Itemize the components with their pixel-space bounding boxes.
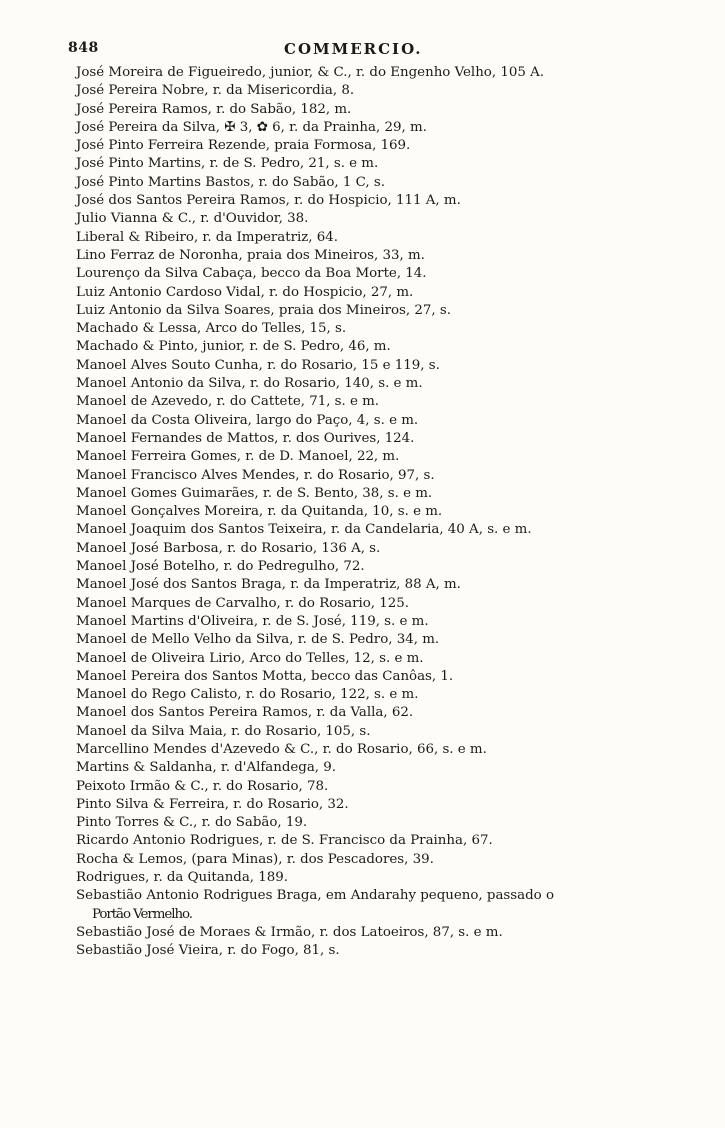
directory-entry: Rocha & Lemos, (para Minas), r. dos Pescadores, 39. (76, 851, 434, 867)
directory-entry: Sebastião José Vieira, r. do Fogo, 81, s. (76, 943, 340, 959)
directory-entry: Manoel da Costa Oliveira, largo do Paço, 4, s. e m. (76, 412, 419, 428)
directory-entry: José Pereira da Silva, ✠ 3, ✿ 6, r. da Prainha, 29, m. (76, 119, 427, 135)
directory-entry: José Pereira Ramos, r. do Sabão, 182, m. (76, 101, 352, 117)
directory-entry: Manoel Fernandes de Mattos, r. dos Ourives, 124. (76, 430, 415, 446)
directory-entry: Manoel Ferreira Gomes, r. de D. Manoel, 22, m. (76, 449, 400, 465)
directory-entry: José Pinto Martins, r. de S. Pedro, 21, s. e m. (76, 156, 379, 172)
directory-entry: Pinto Silva & Ferreira, r. do Rosario, 32. (76, 796, 349, 812)
directory-entry: Luiz Antonio Cardoso Vidal, r. do Hospicio, 27, m. (76, 284, 414, 300)
page-header (68, 40, 646, 62)
directory-entry: Rodrigues, r. da Quitanda, 189. (76, 870, 288, 886)
directory-entry: José Moreira de Figueiredo, junior, & C., r. do Engenho Velho, 105 A. (76, 65, 544, 80)
directory-entry: Manoel Alves Souto Cunha, r. do Rosario, 15 e 119, s. (76, 357, 440, 373)
directory-entry: Manoel Francisco Alves Mendes, r. do Rosario, 97, s. (76, 467, 435, 483)
directory-entry: José Pereira Nobre, r. da Misericordia, 8. (76, 83, 355, 99)
directory-entry: Manoel Gonçalves Moreira, r. da Quitanda, 10, s. e m. (76, 504, 443, 520)
directory-entry: José Pinto Ferreira Rezende, praia Formosa, 169. (76, 138, 411, 154)
directory-entry: Machado & Lessa, Arco do Telles, 15, s. (76, 321, 347, 337)
directory-entry: Manoel Joaquim dos Santos Teixeira, r. da Candelaria, 40 A, s. e m. (76, 522, 532, 538)
directory-entry: Manoel José Barbosa, r. do Rosario, 136 A, s. (76, 540, 381, 556)
directory-entry: Luiz Antonio da Silva Soares, praia dos Mineiros, 27, s. (76, 302, 451, 318)
directory-entry-continuation: Portão Vermelho. (92, 906, 192, 922)
directory-entry: Manoel Martins d'Oliveira, r. de S. José, 119, s. e m. (76, 613, 429, 629)
directory-entry: Manoel de Mello Velho da Silva, r. de S. Pedro, 34, m. (76, 632, 440, 648)
directory-page (68, 40, 646, 961)
directory-entry: Martins & Saldanha, r. d'Alfandega, 9. (76, 760, 336, 776)
directory-entry: Manoel de Azevedo, r. do Cattete, 71, s. e m. (76, 394, 380, 410)
directory-entry: Machado & Pinto, junior, r. de S. Pedro, 46, m. (76, 339, 391, 355)
directory-entry: Manoel Antonio da Silva, r. do Rosario, 140, s. e m. (76, 376, 423, 392)
directory-entries (76, 64, 646, 961)
directory-entry: Lourenço da Silva Cabaça, becco da Boa Morte, 14. (76, 266, 427, 282)
directory-entry: Manoel de Oliveira Lirio, Arco do Telles, 12, s. e m. (76, 650, 424, 666)
directory-entry: Sebastião Antonio Rodrigues Braga, em Andarahy pequeno, passado o (76, 888, 555, 904)
directory-entry: Ricardo Antonio Rodrigues, r. de S. Francisco da Prainha, 67. (76, 833, 493, 849)
directory-entry: Julio Vianna & C., r. d'Ouvidor, 38. (76, 211, 309, 227)
directory-entry: Manoel José Botelho, r. do Pedregulho, 72. (76, 559, 365, 575)
directory-entry: José dos Santos Pereira Ramos, r. do Hospicio, 111 A, m. (76, 193, 461, 209)
directory-entry: Sebastião José de Moraes & Irmão, r. dos Latoeiros, 87, s. e m. (76, 924, 503, 940)
directory-entry: Peixoto Irmão & C., r. do Rosario, 78. (76, 778, 329, 794)
directory-entry: Manoel José dos Santos Braga, r. da Imperatriz, 88 A, m. (76, 577, 461, 593)
directory-entry: Manoel Marques de Carvalho, r. do Rosario, 125. (76, 595, 410, 611)
directory-entry: Liberal & Ribeiro, r. da Imperatriz, 64. (76, 229, 338, 245)
directory-entry: Pinto Torres & C., r. do Sabão, 19. (76, 815, 308, 831)
running-head: COMMERCIO. (284, 40, 423, 58)
directory-entry: Manoel da Silva Maia, r. do Rosario, 105, s. (76, 723, 371, 739)
directory-entry: José Pinto Martins Bastos, r. do Sabão, 1 C, s. (76, 174, 385, 190)
page-number: 848 (68, 40, 99, 56)
directory-entry: Manoel Pereira dos Santos Motta, becco das Canôas, 1. (76, 668, 454, 684)
directory-entry: Manoel Gomes Guimarães, r. de S. Bento, 38, s. e m. (76, 485, 433, 501)
directory-entry: Manoel do Rego Calisto, r. do Rosario, 122, s. e m. (76, 687, 419, 703)
directory-entry: Lino Ferraz de Noronha, praia dos Mineiros, 33, m. (76, 247, 425, 263)
directory-entry: Manoel dos Santos Pereira Ramos, r. da Valla, 62. (76, 705, 414, 721)
directory-entry: Marcellino Mendes d'Azevedo & C., r. do Rosario, 66, s. e m. (76, 741, 487, 757)
